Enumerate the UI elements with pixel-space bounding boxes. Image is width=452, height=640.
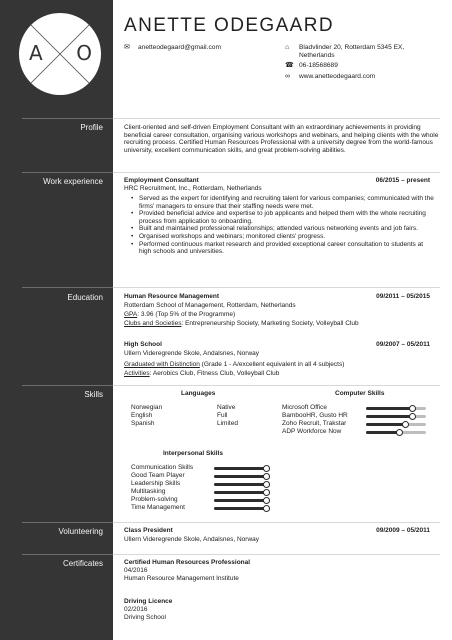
certificate-issuer: Driving School: [124, 614, 166, 621]
interpersonal-skill-level-bar: [214, 507, 270, 510]
interpersonal-skill-level-bar: [214, 475, 270, 478]
link-icon: ∞: [285, 73, 290, 80]
certificate-title: Certified Human Resources Professional: [124, 559, 251, 566]
job-bullets: [131, 195, 436, 256]
sidebar-divider: [22, 522, 113, 523]
slider-knob: [396, 429, 403, 436]
edu-org: Rotterdam School of Management, Rotterdam, Netherlands: [124, 302, 296, 309]
email-text: anetteodegaard@gmail.com: [138, 44, 221, 51]
languages-heading: Languages: [181, 390, 216, 397]
slider-knob: [263, 505, 270, 512]
section-label-profile: Profile: [80, 123, 103, 132]
section-label-education: Education: [67, 293, 103, 302]
interpersonal-skill-name: Leadership Skills: [131, 480, 181, 487]
language-name: Spanish: [131, 420, 155, 427]
interpersonal-skill-name: Good Team Player: [131, 472, 185, 479]
certificate-title: Driving Licence: [124, 598, 173, 605]
edu-detail-1: GPA: 3.96 (Top 5% of the Programme): [124, 311, 236, 318]
edu-detail-2: Activities: Aerobics Club, Fitness Club, Volleyball Club: [124, 370, 280, 377]
avatar: [19, 13, 101, 95]
edu-title: High School: [124, 341, 162, 348]
computer-skill-name: Microsoft Office: [282, 404, 328, 411]
edu-detail-1: Graduated with Distinction (Grade 1 - A/excellent equivalent in all 4 subjects): [124, 361, 345, 368]
certificate-date: 04/2016: [124, 567, 148, 574]
interpersonal-skill-level-bar: [214, 499, 270, 502]
computer-skill-level-bar: [366, 423, 426, 426]
section-label-certificates: Certificates: [62, 559, 103, 568]
section-divider: [113, 172, 440, 173]
home-icon: ⌂: [285, 44, 290, 51]
sidebar-divider: [22, 287, 113, 288]
slider-knob: [409, 405, 416, 412]
interpersonal-skill-level-bar: [214, 491, 270, 494]
language-level: Native: [217, 404, 236, 411]
sidebar-divider: [22, 554, 113, 555]
interpersonal-skill-name: Time Management: [131, 504, 185, 511]
volunteer-title: Class President: [124, 527, 173, 534]
slider-knob: [263, 473, 270, 480]
address-line1: Bladvlinder 20, Rotterdam 5345 EX,: [299, 44, 405, 51]
language-level: Limited: [217, 420, 238, 427]
certificate-date: 02/2016: [124, 606, 148, 613]
slider-knob: [409, 413, 416, 420]
job-org: HRC Recruitment, Inc., Rotterdam, Netherlands: [124, 185, 262, 192]
language-name: English: [131, 412, 153, 419]
slider-knob: [263, 489, 270, 496]
website-text: www.anetteodegaard.com: [299, 73, 376, 80]
sidebar-divider: [22, 385, 113, 386]
computer-skill-level-bar: [366, 431, 426, 434]
volunteer-dates: 09/2009 – 05/2011: [376, 527, 430, 534]
computer-skill-level-bar: [366, 415, 426, 418]
phone-icon: ☎: [285, 62, 294, 69]
section-label-work: Work experience: [43, 177, 103, 186]
address-line2: Netherlands: [299, 52, 335, 60]
avatar-initial-first: A: [29, 41, 43, 65]
interpersonal-skill-level-bar: [214, 467, 270, 470]
list-item: • Performed continuous market research and provided exceptional career consultation to students at high schools and universities.: [131, 241, 436, 256]
certificate-issuer: Human Resource Management Institute: [124, 575, 239, 582]
sidebar-divider: [22, 118, 113, 119]
computer-skill-name: Zoho Recruit, Trakstar: [282, 420, 347, 427]
interpersonal-skill-name: Problem-solving: [131, 496, 178, 503]
edu-title: Human Resource Management: [124, 293, 219, 300]
edu-org: Ullern Videregrende Skole, Andalsnes, Norway: [124, 350, 260, 357]
envelope-icon: ✉: [124, 44, 130, 51]
interpersonal-skills-heading: Interpersonal Skills: [163, 450, 223, 457]
computer-skill-name: ADP Workforce Now: [282, 428, 342, 435]
list-item: • Served as the expert for identifying and recruiting talent for various companies; communicated with the firms' managers to ensure that their staffing needs were met.: [131, 195, 436, 210]
language-name: Norwegian: [131, 404, 163, 411]
job-dates: 06/2015 – present: [375, 177, 430, 184]
sidebar: [0, 0, 113, 640]
edu-dates: 09/2007 – 05/2011: [376, 341, 430, 348]
slider-knob: [263, 481, 270, 488]
interpersonal-skill-name: Multitasking: [131, 488, 166, 495]
interpersonal-skill-name: Communication Skills: [131, 464, 194, 471]
candidate-name: ANETTE ODEGAARD: [124, 15, 334, 36]
avatar-initial-last: O: [76, 41, 92, 65]
slider-knob: [263, 465, 270, 472]
section-label-volunteering: Volunteering: [58, 527, 103, 536]
section-divider: [113, 385, 440, 386]
computer-skills-heading: Computer Skills: [335, 390, 385, 397]
profile-text: Client-oriented and self-driven Employment Consultant with an extraordinary achievements in providing beneficial career consultation, organising various workshops and webinars, and helping clients with the whole recruiting process. Certified Human Resources Professional with a university degree from the world-famous university, excellent communication skills, and great problem-solving abilities.: [124, 124, 439, 154]
section-divider: [113, 287, 440, 288]
language-level: Full: [217, 412, 228, 419]
edu-detail-2: Clubs and Societies: Entrepreneurship Society, Marketing Society, Volleyball Club: [124, 320, 359, 327]
volunteer-org: Ullern Videregrende Skole, Andalsnes, Norway: [124, 536, 260, 543]
slider-knob: [402, 421, 409, 428]
job-title: Employment Consultant: [124, 177, 199, 184]
section-divider: [113, 522, 440, 523]
interpersonal-skill-level-bar: [214, 483, 270, 486]
section-divider: [113, 554, 440, 555]
section-divider: [113, 118, 440, 119]
section-label-skills: Skills: [84, 390, 103, 399]
list-item: • Organised workshops and webinars; monitored clients' progress.: [131, 233, 436, 241]
edu-dates: 09/2011 – 05/2015: [376, 293, 430, 300]
phone-text: 06-18568689: [299, 62, 338, 69]
computer-skill-level-bar: [366, 407, 426, 410]
sidebar-divider: [22, 172, 113, 173]
list-item: • Provided beneficial advice and expertise to job applicants and helped them with the whole recruiting process from application to onboarding.: [131, 210, 436, 225]
computer-skill-name: BambooHR, Gusto HR: [282, 412, 348, 419]
slider-knob: [263, 497, 270, 504]
list-item: • Built and maintained professional relationships; attended various networking events and job fairs.: [131, 225, 436, 233]
